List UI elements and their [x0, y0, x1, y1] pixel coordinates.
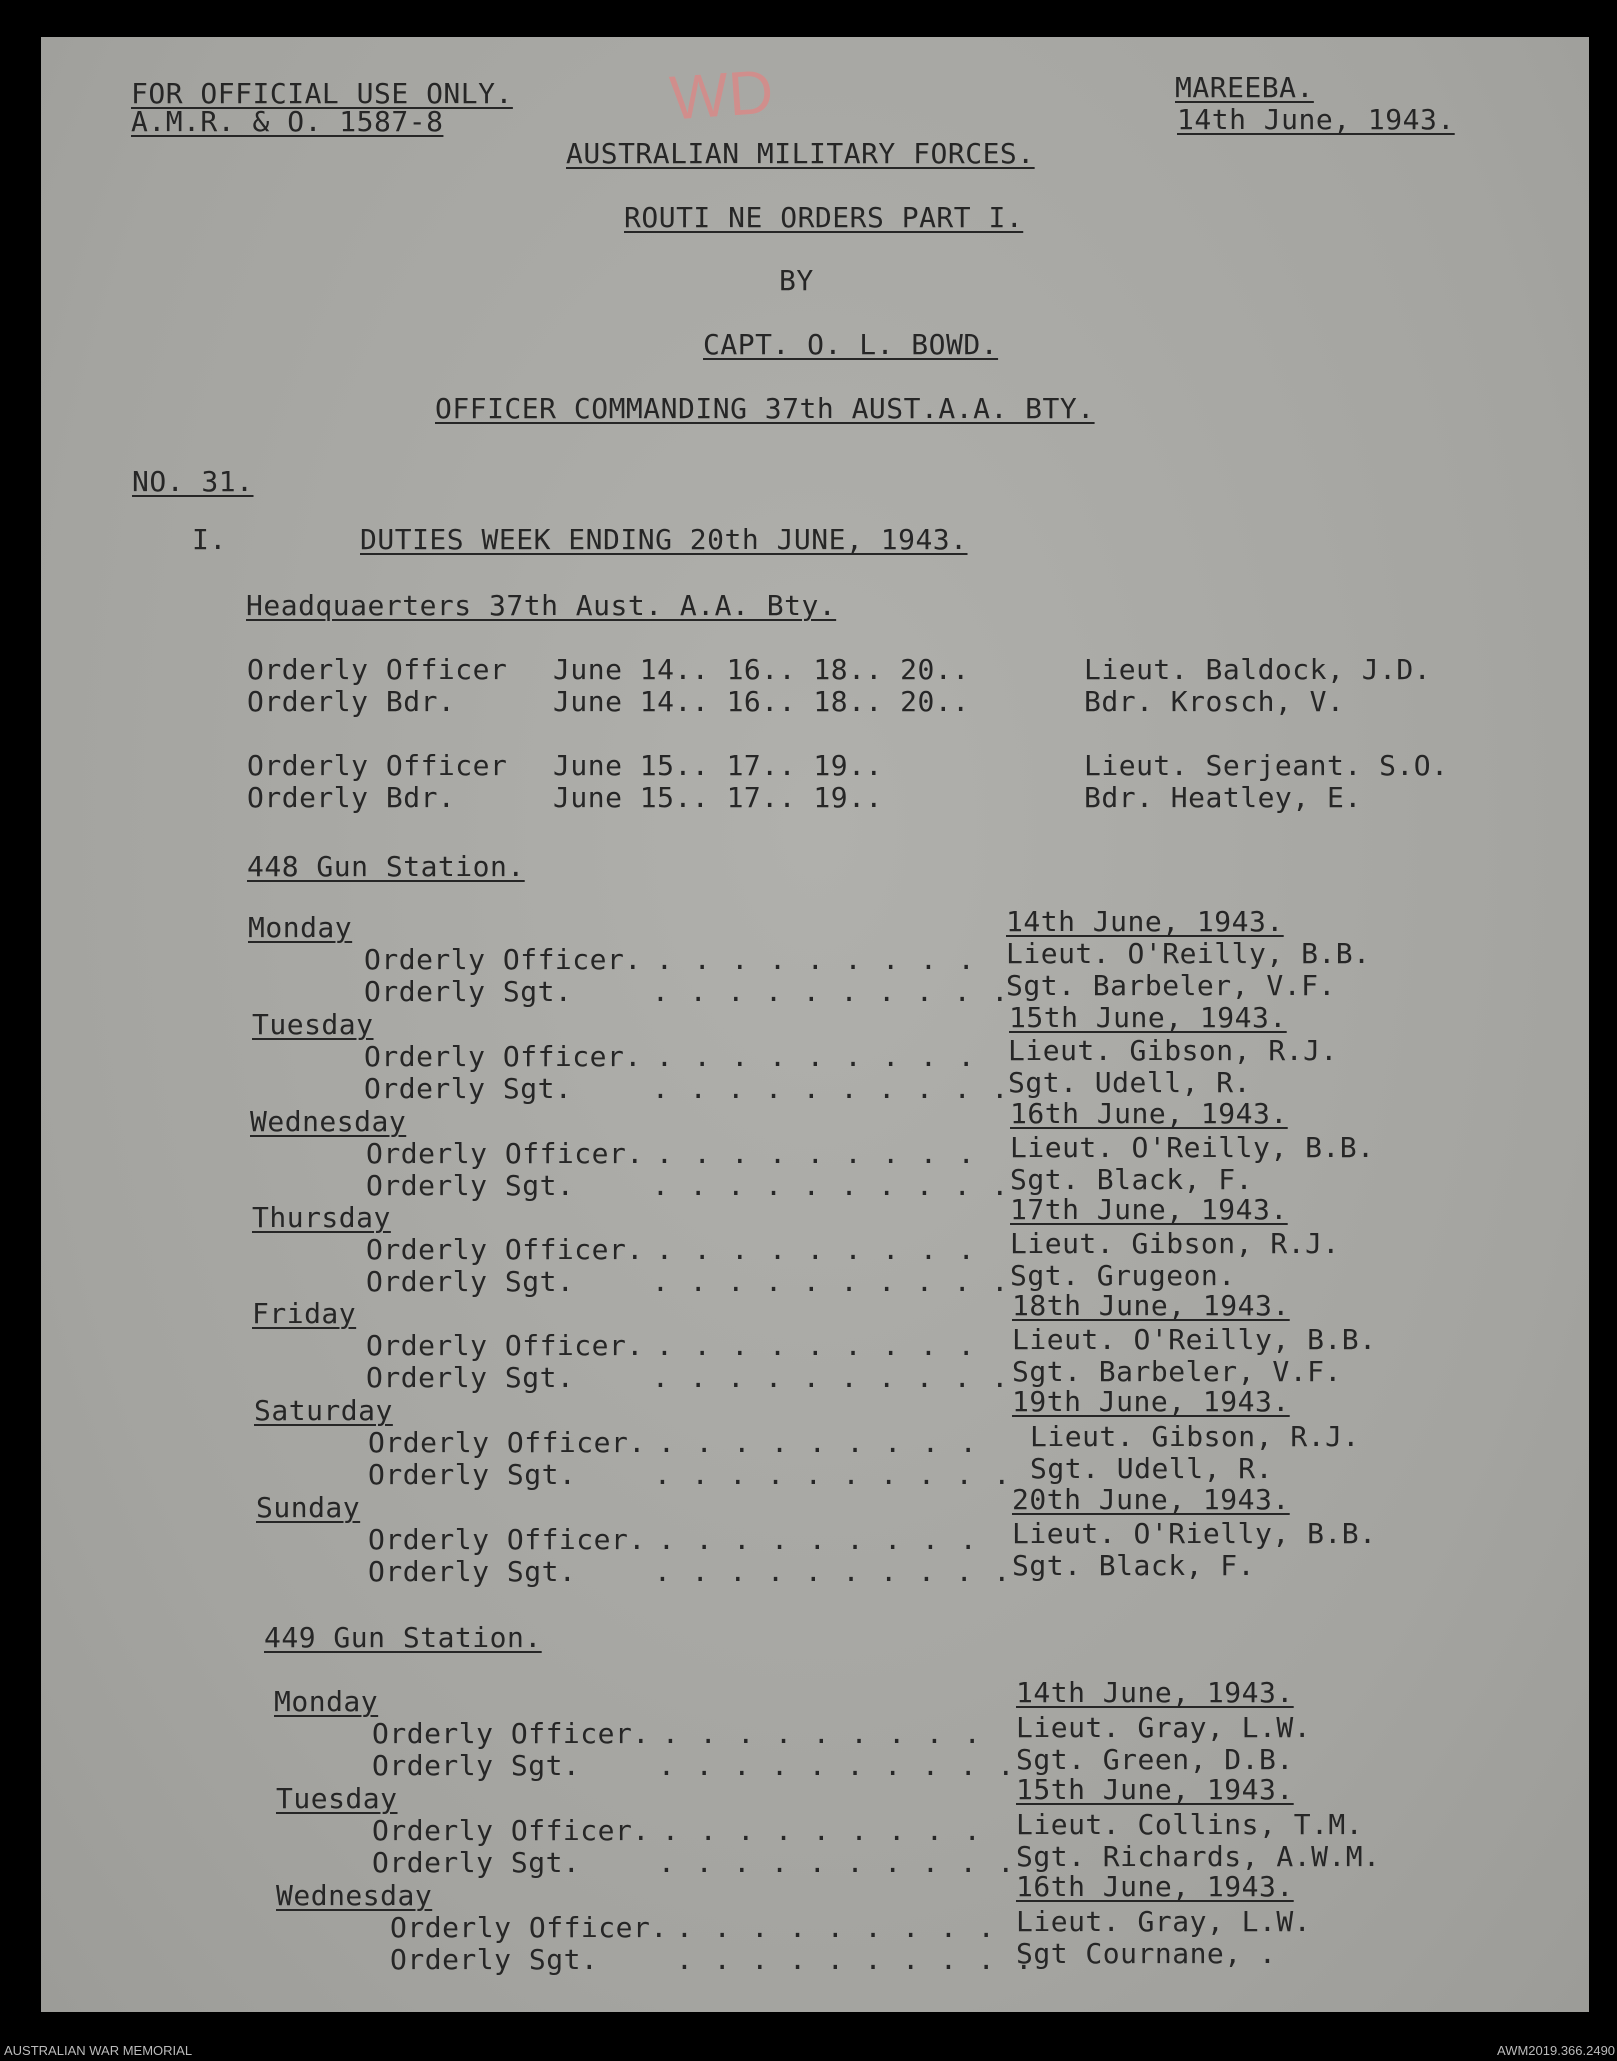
day-date: 17th June, 1943. — [1010, 1193, 1288, 1226]
hq-person: Lieut. Baldock, J.D. — [1084, 653, 1432, 686]
leader-dots: . . . . . . . . . — [656, 943, 977, 976]
leader-dots: . . . . . . . . . — [676, 1911, 997, 1944]
day-date: 14th June, 1943. — [1016, 1676, 1294, 1709]
leader-dots: . . . . . . . . . . — [654, 1555, 1013, 1588]
officer-name: Lieut. Gibson, R.J. — [1030, 1420, 1360, 1453]
commanding-officer: CAPT. O. L. BOWD. — [703, 328, 999, 361]
official-use-label: FOR OFFICIAL USE ONLY. — [131, 77, 513, 110]
role-label: Orderly Officer. — [364, 1040, 642, 1073]
station-448-heading: 448 Gun Station. — [247, 850, 525, 883]
role-label: Orderly Sgt. — [368, 1555, 577, 1588]
officer-name: Lieut. Gray, L.W. — [1016, 1711, 1312, 1744]
day-date: 15th June, 1943. — [1016, 1773, 1294, 1806]
role-label: Orderly Officer. — [390, 1911, 668, 1944]
sgt-name: Sgt. Barbeler, V.F. — [1012, 1355, 1342, 1388]
day-date: 14th June, 1943. — [1006, 905, 1284, 938]
leader-dots: . . . . . . . . . . — [652, 1169, 1011, 1202]
headquarters-heading: Headquaerters 37th Aust. A.A. Bty. — [246, 589, 837, 622]
role-label: Orderly Sgt. — [366, 1265, 575, 1298]
leader-dots: . . . . . . . . . — [658, 1523, 979, 1556]
role-label: Orderly Sgt. — [368, 1458, 577, 1491]
forces-title: AUSTRALIAN MILITARY FORCES. — [566, 137, 1035, 170]
hq-role: Orderly Bdr. — [247, 685, 456, 718]
officer-name: Lieut. Collins, T.M. — [1016, 1808, 1364, 1841]
role-label: Orderly Sgt. — [366, 1169, 575, 1202]
leader-dots: . . . . . . . . . . — [652, 1361, 1011, 1394]
leader-dots: . . . . . . . . . . — [676, 1943, 1035, 1976]
day-label: Wednesday — [276, 1879, 433, 1912]
section-title: DUTIES WEEK ENDING 20th JUNE, 1943. — [360, 523, 968, 556]
day-label: Tuesday — [252, 1008, 374, 1041]
role-label: Orderly Officer. — [368, 1426, 646, 1459]
officer-name: Lieut. Gibson, R.J. — [1008, 1034, 1338, 1067]
leader-dots: . . . . . . . . . . — [652, 1072, 1011, 1105]
leader-dots: . . . . . . . . . — [656, 1329, 977, 1362]
hq-dates: June 15.. 17.. 19.. — [553, 781, 883, 814]
hq-dates: June 14.. 16.. 18.. 20.. — [553, 685, 970, 718]
footer-left: AUSTRALIAN WAR MEMORIAL — [4, 2043, 193, 2058]
day-date: 15th June, 1943. — [1009, 1001, 1287, 1034]
leader-dots: . . . . . . . . . . — [658, 1749, 1017, 1782]
day-label: Tuesday — [276, 1782, 398, 1815]
officer-name: Lieut. O'Rielly, B.B. — [1012, 1517, 1377, 1550]
leader-dots: . . . . . . . . . . — [658, 1846, 1017, 1879]
order-number: NO. 31. — [132, 465, 254, 498]
day-label: Friday — [252, 1297, 357, 1330]
day-label: Monday — [274, 1685, 379, 1718]
sgt-name: Sgt. Barbeler, V.F. — [1006, 969, 1336, 1002]
role-label: Orderly Sgt. — [372, 1749, 581, 1782]
leader-dots: . . . . . . . . . . — [652, 975, 1011, 1008]
by-label: BY — [779, 264, 814, 297]
station-449-heading: 449 Gun Station. — [264, 1621, 542, 1654]
day-date: 19th June, 1943. — [1012, 1385, 1290, 1418]
sgt-name: Sgt. Black, F. — [1012, 1549, 1256, 1582]
officer-name: Lieut. Gibson, R.J. — [1010, 1227, 1340, 1260]
leader-dots: . . . . . . . . . — [656, 1233, 977, 1266]
day-date: 16th June, 1943. — [1010, 1097, 1288, 1130]
sgt-name: Sgt. Grugeon. — [1010, 1259, 1236, 1292]
sgt-name: Sgt. Black, F. — [1010, 1163, 1254, 1196]
role-label: Orderly Sgt. — [372, 1846, 581, 1879]
role-label: Orderly Officer. — [372, 1814, 650, 1847]
role-label: Orderly Sgt. — [364, 1072, 573, 1105]
officer-name: Lieut. O'Reilly, B.B. — [1006, 937, 1371, 970]
day-date: 18th June, 1943. — [1012, 1289, 1290, 1322]
role-label: Orderly Officer. — [368, 1523, 646, 1556]
hq-person: Bdr. Heatley, E. — [1084, 781, 1362, 814]
role-label: Orderly Officer. — [366, 1137, 644, 1170]
orders-title: ROUTI NE ORDERS PART I. — [624, 201, 1024, 234]
reference-number: A.M.R. & O. 1587-8 — [131, 105, 444, 138]
section-number: I. — [192, 523, 227, 556]
sgt-name: Sgt. Green, D.B. — [1016, 1743, 1294, 1776]
officer-name: Lieut. O'Reilly, B.B. — [1010, 1131, 1375, 1164]
role-label: Orderly Sgt. — [366, 1361, 575, 1394]
officer-name: Lieut. O'Reilly, B.B. — [1012, 1323, 1377, 1356]
hq-role: Orderly Officer — [247, 653, 508, 686]
officer-name: Lieut. Gray, L.W. — [1016, 1905, 1312, 1938]
sgt-name: Sgt Cournane, . — [1016, 1937, 1277, 1970]
day-label: Saturday — [254, 1394, 393, 1427]
hq-person: Bdr. Krosch, V. — [1084, 685, 1345, 718]
hq-person: Lieut. Serjeant. S.O. — [1084, 749, 1449, 782]
role-label: Orderly Officer. — [366, 1329, 644, 1362]
stamp-mark: WD — [667, 57, 776, 134]
role-label: Orderly Officer. — [364, 943, 642, 976]
command-title: OFFICER COMMANDING 37th AUST.A.A. BTY. — [435, 392, 1095, 425]
sgt-name: Sgt. Udell, R. — [1008, 1066, 1252, 1099]
hq-dates: June 15.. 17.. 19.. — [553, 749, 883, 782]
leader-dots: . . . . . . . . . . — [654, 1458, 1013, 1491]
role-label: Orderly Sgt. — [390, 1943, 599, 1976]
document-date: 14th June, 1943. — [1177, 103, 1455, 136]
leader-dots: . . . . . . . . . — [656, 1040, 977, 1073]
sgt-name: Sgt. Richards, A.W.M. — [1016, 1840, 1381, 1873]
day-label: Thursday — [252, 1201, 391, 1234]
hq-dates: June 14.. 16.. 18.. 20.. — [553, 653, 970, 686]
leader-dots: . . . . . . . . . — [656, 1137, 977, 1170]
day-date: 16th June, 1943. — [1016, 1870, 1294, 1903]
leader-dots: . . . . . . . . . — [662, 1717, 983, 1750]
place-name: MAREEBA. — [1175, 71, 1314, 104]
day-label: Wednesday — [250, 1105, 407, 1138]
day-label: Monday — [248, 911, 353, 944]
leader-dots: . . . . . . . . . — [662, 1814, 983, 1847]
role-label: Orderly Officer. — [366, 1233, 644, 1266]
footer-right: AWM2019.366.2490 — [1497, 2043, 1616, 2058]
sgt-name: Sgt. Udell, R. — [1030, 1452, 1274, 1485]
day-label: Sunday — [256, 1491, 361, 1524]
leader-dots: . . . . . . . . . . — [652, 1265, 1011, 1298]
hq-role: Orderly Bdr. — [247, 781, 456, 814]
role-label: Orderly Sgt. — [364, 975, 573, 1008]
hq-role: Orderly Officer — [247, 749, 508, 782]
leader-dots: . . . . . . . . . — [658, 1426, 979, 1459]
role-label: Orderly Officer. — [372, 1717, 650, 1750]
day-date: 20th June, 1943. — [1012, 1483, 1290, 1516]
